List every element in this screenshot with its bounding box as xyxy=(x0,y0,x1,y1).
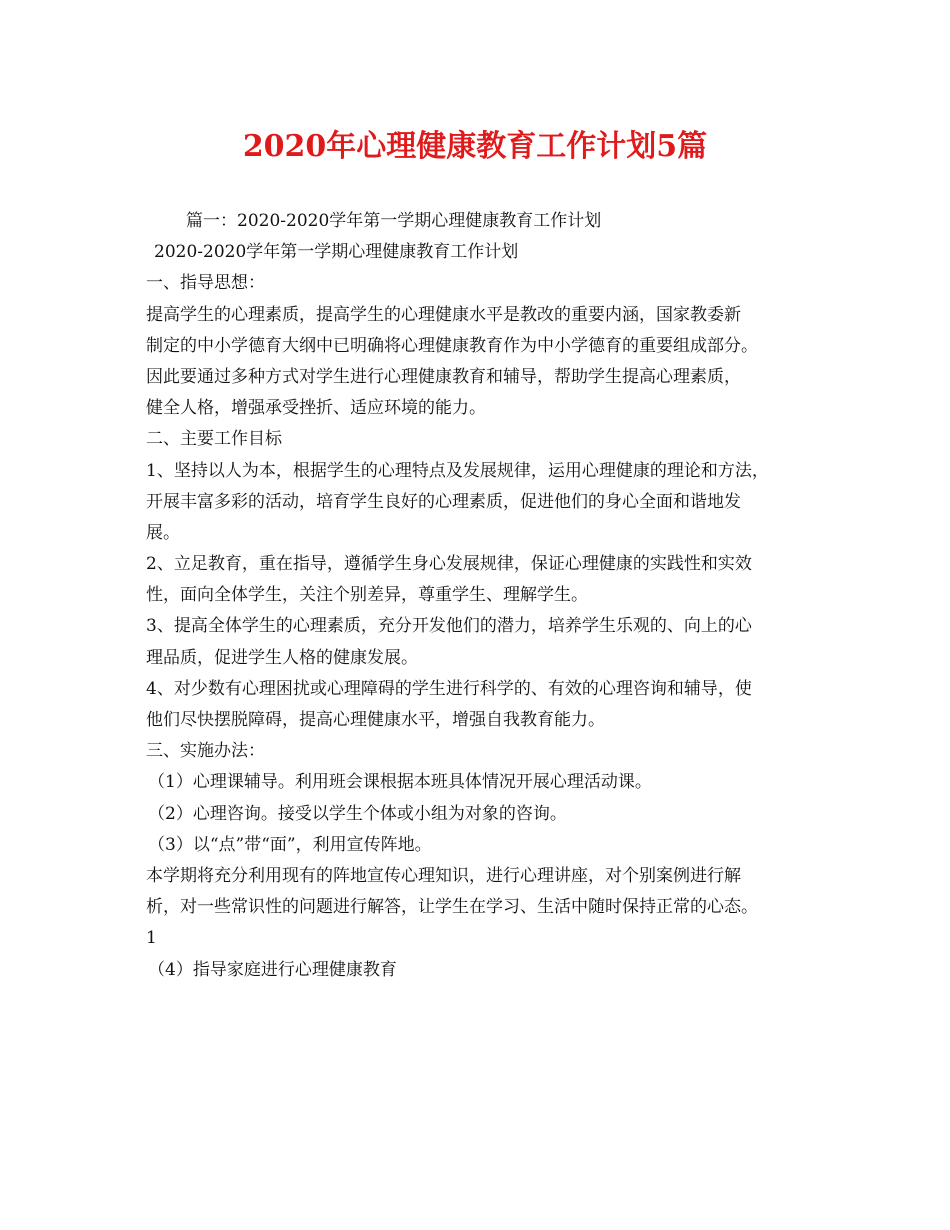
text-line-20: （2）心理咨询。接受以学生个体或小组为对象的咨询。 xyxy=(148,803,567,824)
text-line-14: 3、提高全体学生的心理素质，充分开发他们的潜力，培养学生乐观的、向上的心 xyxy=(146,616,752,637)
text-line-6: 因此要通过多种方式对学生进行心理健康教育和辅导，帮助学生提高心理素质， xyxy=(146,366,741,387)
section-heading-3: 三、实施办法： xyxy=(146,741,265,762)
text-line-25: （4）指导家庭进行心理健康教育 xyxy=(148,959,397,980)
text-line-1: 篇一：2020-2020学年第一学期心理健康教育工作计划 xyxy=(186,211,602,231)
text-line-16: 4、对少数有心理困扰或心理障碍的学生进行科学的、有效的心理咨询和辅导，使 xyxy=(146,678,752,699)
text-line-5: 制定的中小学德育大纲中已明确将心理健康教育作为中小学德育的重要组成部分。 xyxy=(146,335,758,356)
section-heading-1: 一、指导思想： xyxy=(146,273,265,294)
text-line-15: 理品质，促进学生人格的健康发展。 xyxy=(146,647,418,668)
text-line-13: 性，面向全体学生，关注个别差异，尊重学生、理解学生。 xyxy=(146,585,588,606)
section-heading-2: 二、主要工作目标 xyxy=(146,429,282,450)
page-number: 1 xyxy=(146,928,157,949)
text-line-17: 他们尽快摆脱障碍，提高心理健康水平，增强自我教育能力。 xyxy=(146,710,605,730)
text-line-9: 1、坚持以人为本，根据学生的心理特点及发展规律，运用心理健康的理论和方法， xyxy=(146,460,769,481)
text-line-23: 析，对一些常识性的问题进行解答，让学生在学习、生活中随时保持正常的心态。 xyxy=(146,897,758,918)
text-line-4: 提高学生的心理素质，提高学生的心理健康水平是教改的重要内涵，国家教委新 xyxy=(146,304,741,325)
text-line-11: 展。 xyxy=(146,522,180,543)
text-line-7: 健全人格，增强承受挫折、适应环境的能力。 xyxy=(146,398,486,419)
text-line-22: 本学期将充分利用现有的阵地宣传心理知识，进行心理讲座，对个别案例进行解 xyxy=(146,865,741,886)
text-line-21: （3）以“点”带“面”，利用宣传阵地。 xyxy=(148,834,432,855)
document-body xyxy=(146,206,836,986)
document-title: 2020年心理健康教育工作计划5篇 xyxy=(242,129,708,164)
text-line-2: 2020-2020学年第一学期心理健康教育工作计划 xyxy=(154,242,519,263)
text-line-12: 2、立足教育，重在指导，遵循学生身心发展规律，保证心理健康的实践性和实效 xyxy=(146,554,752,575)
text-line-19: （1）心理课辅导。利用班会课根据本班具体情况开展心理活动课。 xyxy=(148,772,652,793)
text-line-10: 开展丰富多彩的活动，培育学生良好的心理素质，促进他们的身心全面和谐地发 xyxy=(146,491,741,512)
